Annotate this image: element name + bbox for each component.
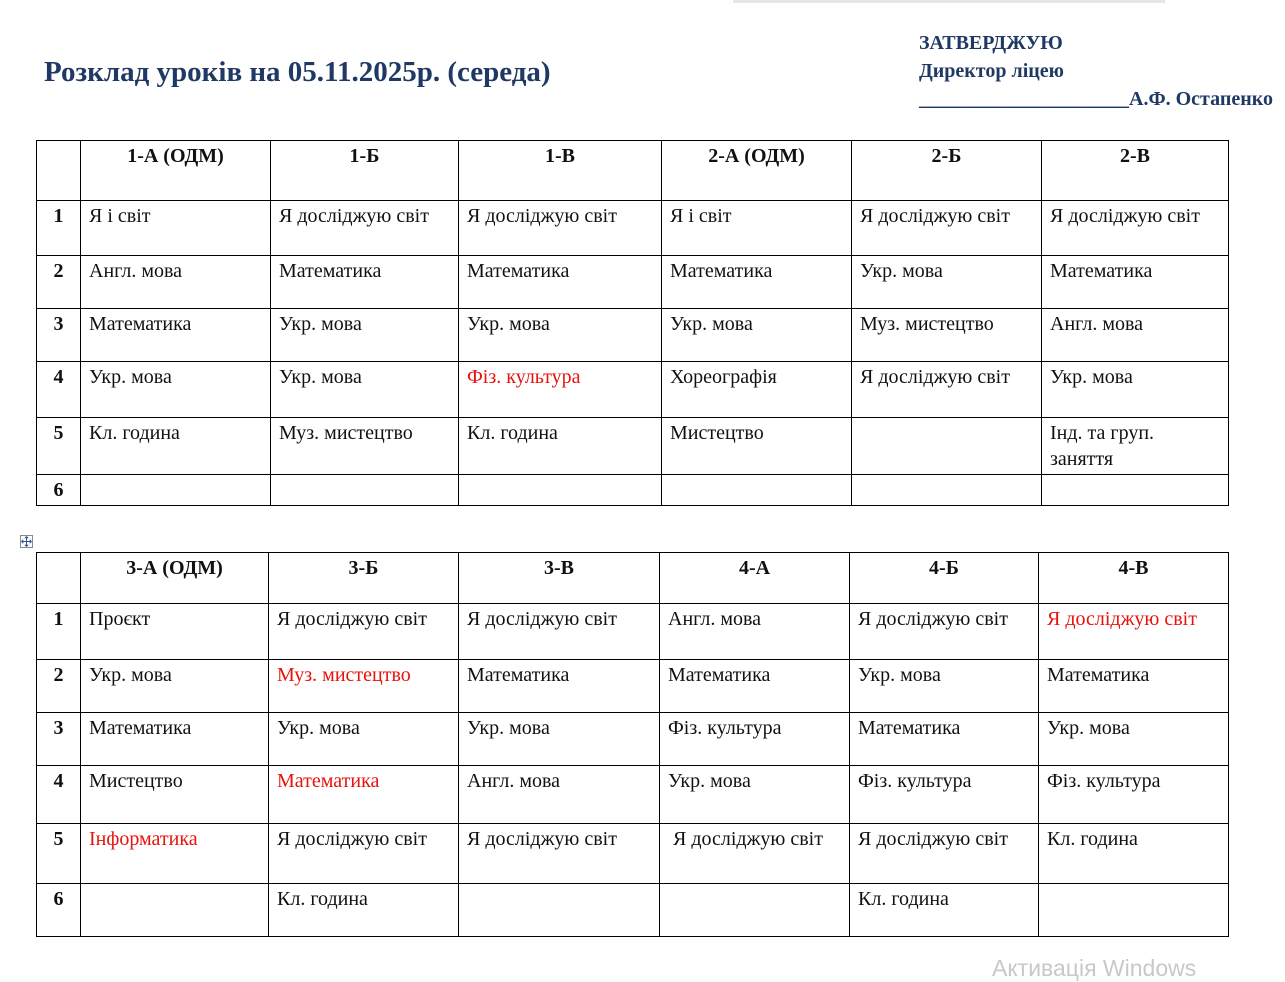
lesson-cell bbox=[662, 475, 852, 506]
table-row bbox=[37, 256, 1229, 309]
table-header-row bbox=[37, 141, 1229, 201]
lesson-cell: Я досліджую світ bbox=[850, 824, 1039, 884]
lesson-cell: Укр. мова bbox=[662, 309, 852, 362]
class-header: 1-В bbox=[459, 141, 662, 201]
lesson-number: 6 bbox=[37, 884, 81, 937]
lesson-cell: Укр. мова bbox=[850, 660, 1039, 713]
lesson-cell: Математика bbox=[660, 660, 850, 713]
class-header: 4-Б bbox=[850, 553, 1039, 604]
approval-heading: ЗАТВЕРДЖУЮ bbox=[919, 32, 1063, 54]
table-body bbox=[37, 604, 1229, 937]
lesson-cell: Я досліджую світ bbox=[459, 201, 662, 256]
lesson-cell: Я досліджую світ bbox=[660, 824, 850, 884]
lesson-cell: Я досліджую світ bbox=[269, 604, 459, 660]
lesson-cell: Укр. мова bbox=[1039, 713, 1229, 766]
lesson-cell: Муз. мистецтво bbox=[852, 309, 1042, 362]
class-header: 4-А bbox=[660, 553, 850, 604]
lesson-cell: Укр. мова bbox=[81, 660, 269, 713]
table-move-handle[interactable] bbox=[20, 535, 33, 548]
lesson-cell: Муз. мистецтво bbox=[271, 418, 459, 475]
lesson-number: 2 bbox=[37, 256, 81, 309]
lesson-cell: Англ. мова bbox=[1042, 309, 1229, 362]
lesson-cell: Фіз. культура bbox=[850, 766, 1039, 824]
lesson-cell bbox=[459, 884, 660, 937]
lesson-number: 1 bbox=[37, 201, 81, 256]
lesson-cell: Англ. мова bbox=[660, 604, 850, 660]
lesson-cell: Математика bbox=[459, 256, 662, 309]
lesson-cell bbox=[459, 475, 662, 506]
lesson-cell: Фіз. культура bbox=[1039, 766, 1229, 824]
lesson-cell: Математика bbox=[81, 713, 269, 766]
lesson-cell: Я досліджую світ bbox=[850, 604, 1039, 660]
lesson-cell: Я і світ bbox=[81, 201, 271, 256]
lesson-cell: Я досліджую світ bbox=[269, 824, 459, 884]
lesson-cell: Укр. мова bbox=[271, 362, 459, 418]
lesson-number: 4 bbox=[37, 766, 81, 824]
lesson-number: 3 bbox=[37, 309, 81, 362]
lesson-cell bbox=[1039, 884, 1229, 937]
schedule-table-grades-3-4 bbox=[36, 552, 1229, 937]
lesson-cell: Мистецтво bbox=[662, 418, 852, 475]
table-row bbox=[37, 309, 1229, 362]
table-row bbox=[37, 766, 1229, 824]
table-row bbox=[37, 824, 1229, 884]
class-header: 1-Б bbox=[271, 141, 459, 201]
lesson-cell: Я і світ bbox=[662, 201, 852, 256]
lesson-cell: Укр. мова bbox=[852, 256, 1042, 309]
lesson-cell: Я досліджую світ bbox=[852, 201, 1042, 256]
approval-signature-line: _____________________А.Ф. Остапенко bbox=[919, 88, 1274, 110]
lesson-cell: Кл. година bbox=[459, 418, 662, 475]
lesson-cell: Математика bbox=[1042, 256, 1229, 309]
lesson-cell bbox=[1042, 475, 1229, 506]
lesson-cell: Укр. мова bbox=[459, 713, 660, 766]
lesson-cell: Фіз. культура bbox=[459, 362, 662, 418]
lesson-cell: Кл. година bbox=[850, 884, 1039, 937]
table-row bbox=[37, 604, 1229, 660]
lesson-cell bbox=[660, 884, 850, 937]
lesson-cell: Англ. мова bbox=[459, 766, 660, 824]
window-top-edge bbox=[733, 0, 1165, 3]
page-title: Розклад уроків на 05.11.2025р. (середа) bbox=[44, 56, 551, 88]
corner-cell bbox=[37, 141, 81, 201]
class-header: 3-Б bbox=[269, 553, 459, 604]
lesson-cell: Укр. мова bbox=[459, 309, 662, 362]
lesson-cell: Кл. година bbox=[269, 884, 459, 937]
lesson-cell bbox=[852, 475, 1042, 506]
table-header-row bbox=[37, 553, 1229, 604]
table-row bbox=[37, 660, 1229, 713]
lesson-cell: Математика bbox=[271, 256, 459, 309]
lesson-cell: Математика bbox=[850, 713, 1039, 766]
lesson-cell bbox=[81, 884, 269, 937]
lesson-cell: Укр. мова bbox=[271, 309, 459, 362]
lesson-cell: Кл. година bbox=[81, 418, 271, 475]
table-row bbox=[37, 713, 1229, 766]
lesson-cell: Фіз. культура bbox=[660, 713, 850, 766]
lesson-cell bbox=[271, 475, 459, 506]
lesson-cell: Англ. мова bbox=[81, 256, 271, 309]
schedule-table-grades-1-2 bbox=[36, 140, 1229, 506]
lesson-cell bbox=[81, 475, 271, 506]
lesson-cell: Я досліджую світ bbox=[459, 604, 660, 660]
lesson-cell: Кл. година bbox=[1039, 824, 1229, 884]
lesson-number: 5 bbox=[37, 824, 81, 884]
lesson-number: 3 bbox=[37, 713, 81, 766]
lesson-cell: Муз. мистецтво bbox=[269, 660, 459, 713]
table-body bbox=[37, 201, 1229, 506]
lesson-number: 1 bbox=[37, 604, 81, 660]
move-arrows-icon bbox=[21, 536, 32, 547]
lesson-cell: Я досліджую світ bbox=[271, 201, 459, 256]
lesson-cell: Математика bbox=[81, 309, 271, 362]
table-row bbox=[37, 475, 1229, 506]
table-row bbox=[37, 201, 1229, 256]
class-header: 2-А (ОДМ) bbox=[662, 141, 852, 201]
lesson-cell: Я досліджую світ bbox=[852, 362, 1042, 418]
lesson-cell: Математика bbox=[459, 660, 660, 713]
lesson-cell: Хореографія bbox=[662, 362, 852, 418]
lesson-cell: Укр. мова bbox=[81, 362, 271, 418]
lesson-cell: Укр. мова bbox=[269, 713, 459, 766]
class-header: 1-А (ОДМ) bbox=[81, 141, 271, 201]
lesson-number: 4 bbox=[37, 362, 81, 418]
lesson-cell: Інд. та груп. заняття bbox=[1042, 418, 1229, 475]
table-row bbox=[37, 884, 1229, 937]
lesson-cell bbox=[852, 418, 1042, 475]
lesson-number: 5 bbox=[37, 418, 81, 475]
activation-watermark: Активація Windows bbox=[992, 955, 1197, 981]
class-header: 3-А (ОДМ) bbox=[81, 553, 269, 604]
class-header: 3-В bbox=[459, 553, 660, 604]
corner-cell bbox=[37, 553, 81, 604]
lesson-cell: Інформатика bbox=[81, 824, 269, 884]
lesson-cell: Я досліджую світ bbox=[1039, 604, 1229, 660]
approval-block bbox=[919, 29, 1273, 113]
table-row bbox=[37, 362, 1229, 418]
class-header: 4-В bbox=[1039, 553, 1229, 604]
lesson-number: 2 bbox=[37, 660, 81, 713]
lesson-cell: Я досліджую світ bbox=[1042, 201, 1229, 256]
lesson-cell: Укр. мова bbox=[1042, 362, 1229, 418]
lesson-cell: Математика bbox=[662, 256, 852, 309]
lesson-cell: Математика bbox=[1039, 660, 1229, 713]
lesson-number: 6 bbox=[37, 475, 81, 506]
class-header: 2-В bbox=[1042, 141, 1229, 201]
lesson-cell: Я досліджую світ bbox=[459, 824, 660, 884]
table-row bbox=[37, 418, 1229, 475]
lesson-cell: Математика bbox=[269, 766, 459, 824]
lesson-cell: Укр. мова bbox=[660, 766, 850, 824]
lesson-cell: Проєкт bbox=[81, 604, 269, 660]
approval-position: Директор ліцею bbox=[919, 60, 1064, 82]
lesson-cell: Мистецтво bbox=[81, 766, 269, 824]
class-header: 2-Б bbox=[852, 141, 1042, 201]
